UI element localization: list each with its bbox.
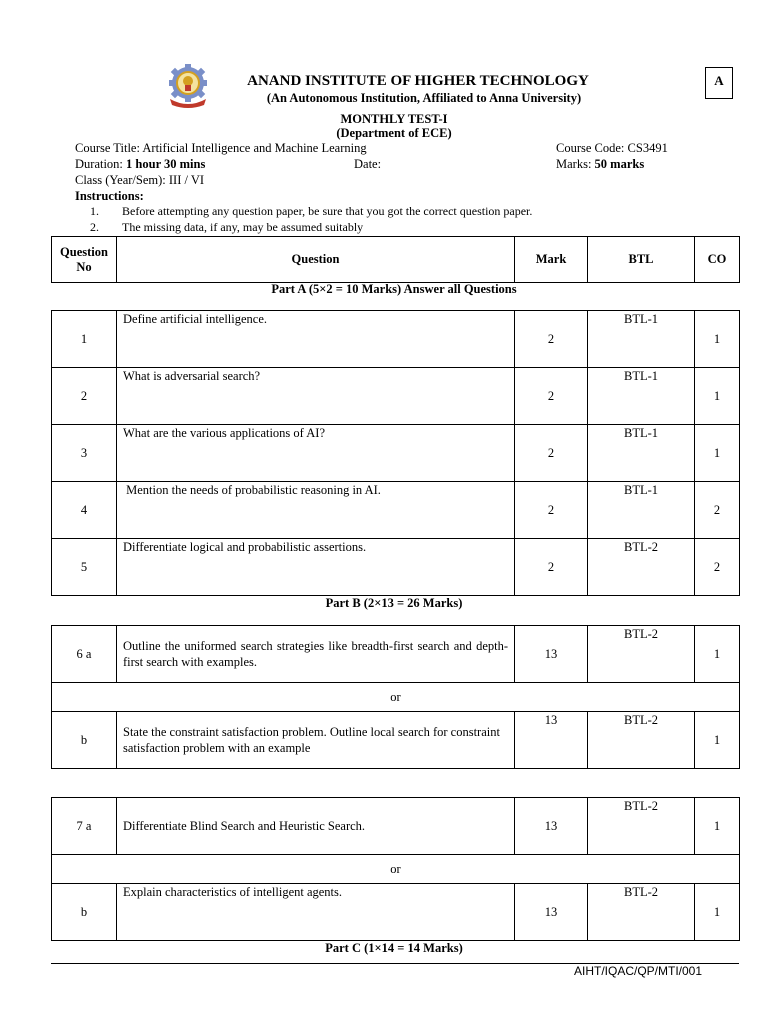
instruction-text: Before attempting any question paper, be sure that you got the correct question paper. — [122, 204, 533, 218]
question-text: Differentiate Blind Search and Heuristic Search. — [117, 798, 515, 855]
question-number: b — [52, 884, 117, 941]
question-btl: BTL-1 — [588, 311, 695, 368]
table-row — [52, 311, 740, 368]
table-row — [52, 425, 740, 482]
question-mark: 13 — [515, 712, 588, 769]
question-co: 2 — [695, 539, 740, 596]
or-row — [52, 855, 740, 884]
table-row — [52, 712, 740, 769]
part-c-title: Part C (1×14 = 14 Marks) — [325, 941, 463, 955]
question-text: What are the various applications of AI? — [117, 425, 515, 482]
course-title-line — [75, 141, 367, 156]
question-text: Differentiate logical and probabilistic assertions. — [117, 539, 515, 596]
question-set-code: A — [705, 67, 733, 99]
question-mark: 2 — [515, 482, 588, 539]
question-number: 5 — [52, 539, 117, 596]
question-number: 6 a — [52, 626, 117, 683]
question-number: 7 a — [52, 798, 117, 855]
header-mark: Mark — [515, 237, 588, 283]
instruction-item — [90, 204, 690, 218]
question-co: 1 — [695, 368, 740, 425]
class-value: III / VI — [168, 173, 205, 187]
instructions-heading: Instructions: — [75, 189, 144, 203]
institution-subtitle: (An Autonomous Institution, Affiliated to Anna University) — [266, 91, 582, 105]
question-co: 1 — [695, 798, 740, 855]
question-number: 1 — [52, 311, 117, 368]
header-qno-line2: No — [76, 259, 92, 274]
table-row — [52, 798, 740, 855]
question-co: 1 — [695, 626, 740, 683]
question-text: Explain characteristics of intelligent agents. — [117, 884, 515, 941]
duration-label: Duration: — [75, 157, 123, 171]
or-row — [52, 683, 740, 712]
instruction-number: 2. — [90, 220, 99, 234]
question-7-table — [51, 797, 740, 941]
question-co: 1 — [695, 425, 740, 482]
department: (Department of ECE) — [336, 126, 452, 140]
question-btl: BTL-1 — [588, 425, 695, 482]
part-b-title: Part B (2×13 = 26 Marks) — [325, 596, 463, 610]
question-number: 2 — [52, 368, 117, 425]
header-qno-line1: Question — [60, 244, 108, 259]
document-code: AIHT/IQAC/QP/MTI/001 — [574, 964, 703, 978]
question-number: 3 — [52, 425, 117, 482]
question-text: Outline the uniformed search strategies like breadth-first search and depth-first search with examples. — [117, 626, 515, 683]
course-code-line — [556, 141, 668, 156]
question-mark: 2 — [515, 539, 588, 596]
marks-value: 50 marks — [594, 157, 645, 171]
part-a-title: Part A (5×2 = 10 Marks) Answer all Questions — [271, 282, 517, 296]
duration-value: 1 hour 30 mins — [126, 157, 206, 171]
duration-line — [75, 157, 205, 172]
question-btl: BTL-2 — [588, 626, 695, 683]
part-a-table — [51, 310, 740, 596]
question-mark: 13 — [515, 884, 588, 941]
question-btl: BTL-2 — [588, 884, 695, 941]
header-question: Question — [117, 237, 515, 283]
question-btl: BTL-1 — [588, 368, 695, 425]
question-mark: 2 — [515, 368, 588, 425]
course-code-label: Course Code: — [556, 141, 625, 155]
question-text: Define artificial intelligence. — [117, 311, 515, 368]
question-btl: BTL-2 — [588, 539, 695, 596]
marks-line — [556, 157, 644, 172]
question-number: b — [52, 712, 117, 769]
table-row — [52, 884, 740, 941]
date-label: Date: — [354, 157, 382, 171]
question-co: 1 — [695, 712, 740, 769]
course-title: Artificial Intelligence and Machine Learning — [142, 141, 367, 155]
or-label: or — [52, 683, 740, 712]
question-btl: BTL-2 — [588, 712, 695, 769]
course-code: CS3491 — [627, 141, 668, 155]
question-text: What is adversarial search? — [117, 368, 515, 425]
question-number: 4 — [52, 482, 117, 539]
question-mark: 13 — [515, 626, 588, 683]
question-co: 2 — [695, 482, 740, 539]
table-row — [52, 482, 740, 539]
table-row — [52, 368, 740, 425]
table-row — [52, 539, 740, 596]
header-question-no — [52, 237, 117, 283]
question-table-header — [51, 236, 740, 283]
marks-label: Marks: — [556, 157, 592, 171]
question-btl: BTL-2 — [588, 798, 695, 855]
table-row — [52, 626, 740, 683]
instruction-item — [90, 220, 690, 234]
test-title: MONTHLY TEST-I — [340, 112, 448, 126]
or-label: or — [52, 855, 740, 884]
institution-name: ANAND INSTITUTE OF HIGHER TECHNOLOGY — [247, 73, 589, 89]
header-co: CO — [695, 237, 740, 283]
instruction-text: The missing data, if any, may be assumed suitably — [122, 220, 364, 234]
class-label: Class (Year/Sem): — [75, 173, 166, 187]
question-mark: 13 — [515, 798, 588, 855]
header-btl: BTL — [588, 237, 695, 283]
question-text: Mention the needs of probabilistic reasoning in AI. — [117, 482, 515, 539]
question-mark: 2 — [515, 425, 588, 482]
question-co: 1 — [695, 311, 740, 368]
question-mark: 2 — [515, 311, 588, 368]
class-line — [75, 173, 204, 188]
question-text: State the constraint satisfaction problem. Outline local search for constraint satisfaction problem with an example — [117, 712, 515, 769]
instruction-number: 1. — [90, 204, 99, 218]
question-btl: BTL-1 — [588, 482, 695, 539]
question-co: 1 — [695, 884, 740, 941]
question-6-table — [51, 625, 740, 769]
course-title-label: Course Title: — [75, 141, 140, 155]
